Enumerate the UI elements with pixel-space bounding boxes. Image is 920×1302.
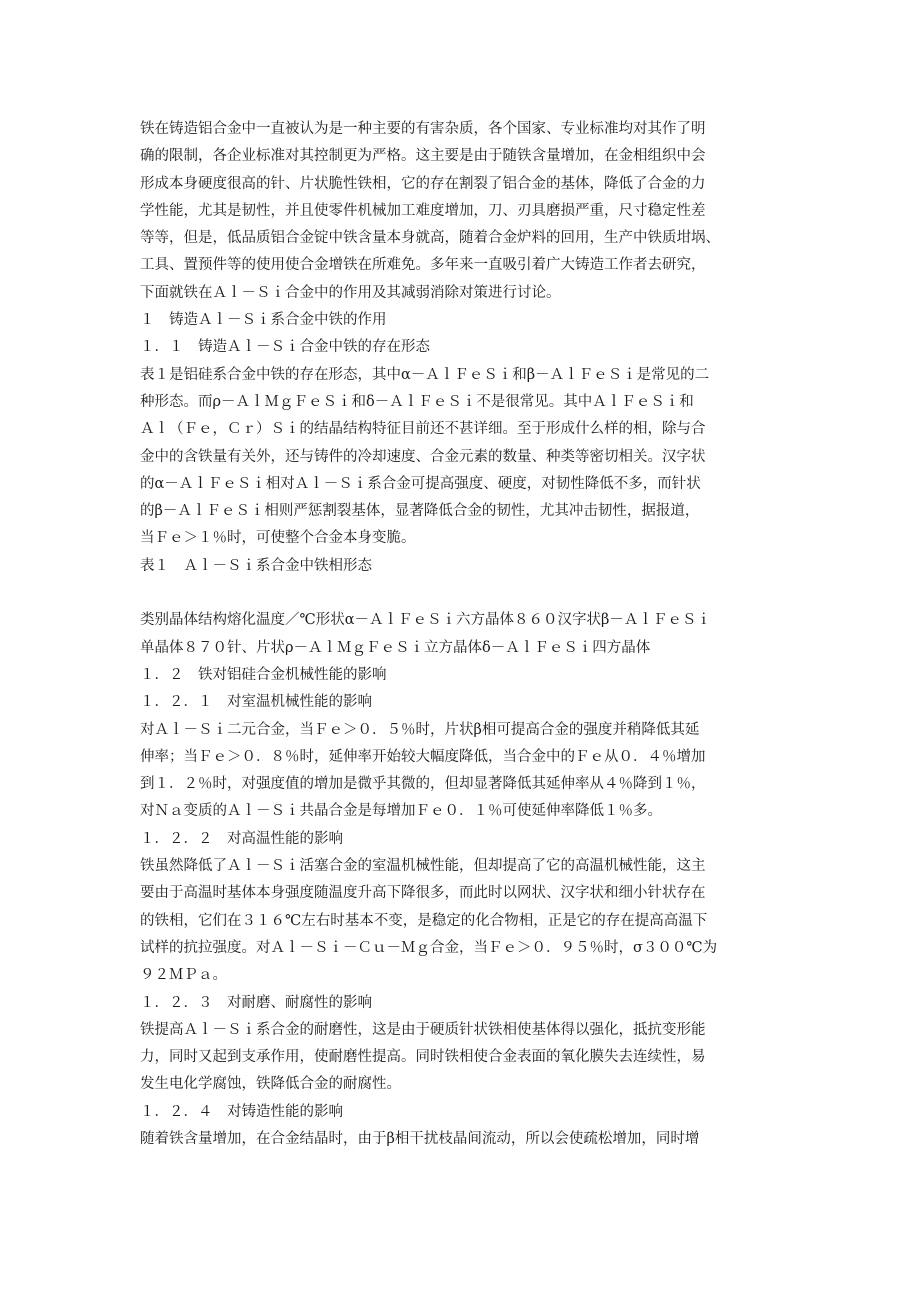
text-line: 铁提高Ａｌ－Ｓｉ系合金的耐磨性，这是由于硬质针状铁相使基体得以强化，抵抗变形能 [140,1021,706,1038]
table-caption: 表１ Ａｌ－Ｓｉ系合金中铁相形态 [140,557,372,574]
text-line: 表１是铝硅系合金中铁的存在形态，其中α－ＡｌＦｅＳｉ和β－ＡｌＦｅＳｉ是常见的二 [140,366,710,383]
text-line: 铁虽然降低了Ａｌ－Ｓｉ活塞合金的室温机械性能，但却提高了它的高温机械性能，这主 [140,858,706,875]
subsection-heading: １．１ 铸造Ａｌ－Ｓｉ合金中铁的存在形态 [140,339,430,356]
section-heading: １ 铸造Ａｌ－Ｓｉ系合金中铁的作用 [140,312,387,329]
text-line: 的铁相，它们在３１６℃左右时基本不变，是稳定的化合物相，正是它的存在提高高温下 [140,912,708,929]
subsubsection-heading: １．２．１ 对室温机械性能的影响 [140,694,372,711]
text-line: 种形态。而ρ－ＡｌＭｇＦｅＳｉ和δ－ＡｌＦｅＳｉ不是很常见。其中ＡｌＦｅＳｉ和 [140,393,694,410]
text-line: 铁在铸造铝合金中一直被认为是一种主要的有害杂质，各个国家、专业标准均对其作了明 [140,121,706,137]
subsubsection-heading: １．２．４ 对铸造性能的影响 [140,1103,343,1120]
blank-line [140,580,785,607]
text-line: 要由于高温时基体本身强度随温度升高下降很多，而此时以网状、汉字状和细小针状存在 [140,885,706,902]
table-text-line: 单晶体８７０针、片状ρ－ＡｌＭｇＦｅＳｉ立方晶体δ－ＡｌＦｅＳｉ四方晶体 [140,639,651,656]
text-line: 伸率；当Ｆｅ＞０．８％时，延伸率开始较大幅度降低，当合金中的Ｆｅ从０．４％增加 [140,748,706,765]
text-line: 形成本身硬度很高的针、片状脆性铁相，它的存在割裂了铝合金的基体，降低了合金的力 [140,175,706,192]
text-line: 力，同时又起到支承作用，使耐磨性提高。同时铁相使合金表面的氧化膜失去连续性，易 [140,1049,706,1066]
text-line: 发生电化学腐蚀，铁降低合金的耐腐性。 [140,1076,401,1093]
subsubsection-heading: １．２．２ 对高温性能的影响 [140,830,343,847]
text-line: 学性能，尤其是韧性，并且使零件机械加工难度增加，刀、刃具磨损严重，尺寸稳定性差 [140,202,706,219]
text-line: 对Ｎａ变质的Ａｌ－Ｓｉ共晶合金是每增加Ｆｅ０．１％可使延伸率降低１％多。 [140,803,662,820]
text-line: 对Ａｌ－Ｓｉ二元合金，当Ｆｅ＞０．５％时，片状β相可提高合金的强度并稍降低其延 [140,721,700,738]
text-line: 的α－ＡｌＦｅＳｉ相对Ａｌ－Ｓｉ系合金可提高强度、硬度，对韧性降低不多，而针状 [140,475,701,492]
text-line: 金中的含铁量有关外，还与铸件的冷却速度、合金元素的数量、种类等密切相关。汉字状 [140,448,706,465]
text-line: 当Ｆｅ＞１％时，可使整个合金本身变脆。 [140,530,416,547]
text-line: 等等，但是，低品质铝合金锭中铁含量本身就高，随着合金炉料的回用，生产中铁质坩埚、 [140,230,720,247]
text-line: 试样的抗拉强度。对Ａｌ－Ｓｉ－Ｃｕ－Ｍｇ合金，当Ｆｅ＞０．９５％时，σ３００℃为 [140,939,718,956]
text-line: 工具、置预件等的使用使合金增铁在所难免。多年来一直吸引着广大铸造工作者去研究， [140,257,706,274]
text-line: Ａｌ（Ｆｅ，Ｃｒ）Ｓｉ的结晶结构特征目前还不甚详细。至于形成什么样的相，除与合 [140,421,706,438]
table-text-line: 类别晶体结构熔化温度／℃形状α－ＡｌＦｅＳｉ六方晶体８６０汉字状β－ＡｌＦｅＳｉ [140,612,711,629]
text-line: 的β－ＡｌＦｅＳｉ相则严惩割裂基体，显著降低合金的韧性，尤其冲击韧性，据报道， [140,503,700,520]
subsection-heading: １．２ 铁对铝硅合金机械性能的影响 [140,666,387,683]
subsubsection-heading: １．２．３ 对耐磨、耐腐性的影响 [140,994,372,1011]
text-line: ９２ＭＰａ。 [140,967,227,984]
document-body [140,116,785,1153]
text-line: 下面就铁在Ａｌ－Ｓｉ合金中的作用及其减弱消除对策进行讨论。 [140,284,561,301]
text-line: 到１．２％时，对强度值的增加是微乎其微的，但却显著降低其延伸率从４％降到１％， [140,776,706,793]
text-line: 随着铁含量增加，在合金结晶时，由于β相干扰枝晶间流动，所以会使疏松增加，同时增 [140,1130,700,1147]
text-line: 确的限制，各企业标准对其控制更为严格。这主要是由于随铁含量增加，在金相组织中会 [140,148,706,165]
